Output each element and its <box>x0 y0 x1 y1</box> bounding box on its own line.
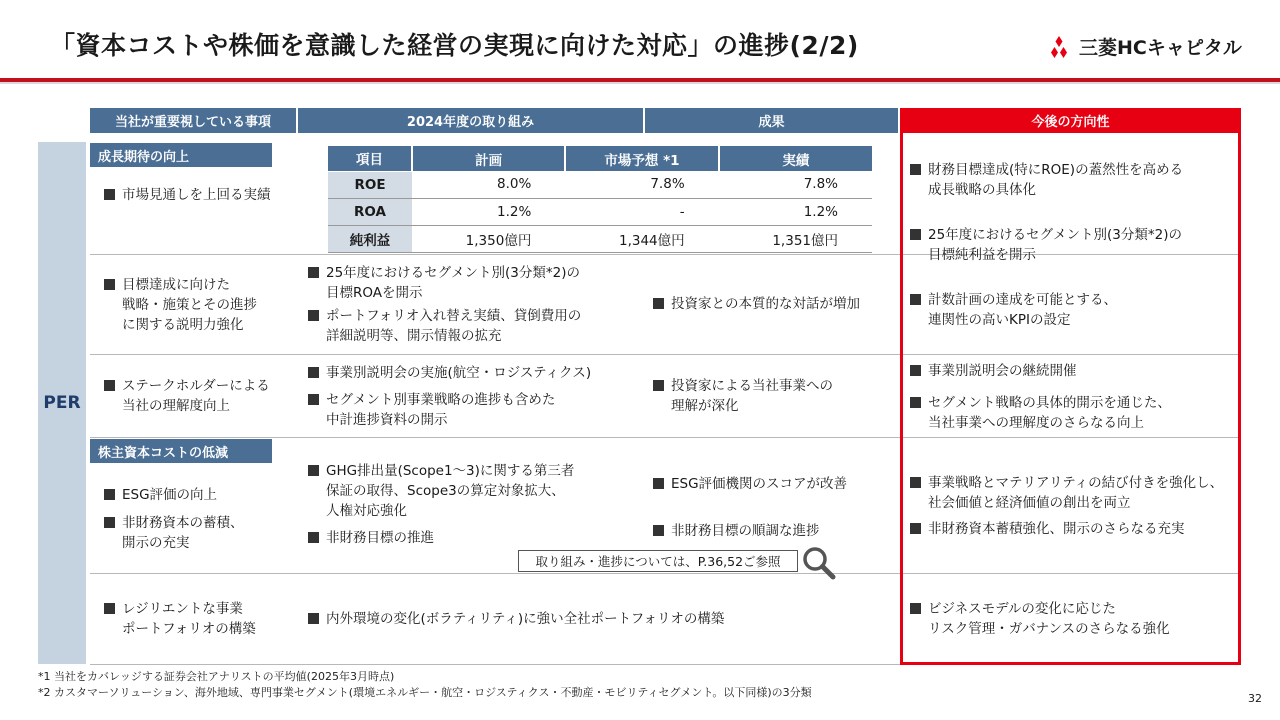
bullet-square-icon <box>308 267 319 278</box>
bullet-square-icon <box>653 525 664 536</box>
action-item: 内外環境の変化(ボラティリティ)に強い全社ポートフォリオの構築 <box>308 609 724 629</box>
bullet-square-icon <box>104 517 115 528</box>
bullet-square-icon <box>910 477 921 488</box>
per-label: PER <box>38 142 86 664</box>
result-item: 非財務目標の順調な進捗 <box>653 521 820 541</box>
bullet-square-icon <box>104 489 115 500</box>
reference-note: 取り組み・進捗については、P.36,52ご参照 <box>518 550 798 572</box>
focus-item: ステークホルダーによる 当社の理解度向上 <box>104 376 270 416</box>
future-item: 計数計画の達成を可能とする、 連関性の高いKPIの設定 <box>910 290 1117 330</box>
kpi-row-roe: ROE 8.0% 7.8% 7.8% <box>328 171 872 198</box>
kpi-row-net-income: 純利益 1,350億円 1,344億円 1,351億円 <box>328 225 872 252</box>
kpi-header-consensus: 市場予想 *1 <box>565 146 718 171</box>
focus-item: ESG評価の向上 <box>104 485 217 505</box>
header-results: 成果 <box>645 108 898 133</box>
focus-item: 非財務資本の蓄積、 開示の充実 <box>104 513 244 553</box>
future-item: 非財務資本蓄積強化、開示のさらなる充実 <box>910 519 1185 539</box>
bullet-square-icon <box>308 394 319 405</box>
action-item: ポートフォリオ入れ替え実績、貸倒費用の 詳細説明等、開示情報の拡充 <box>308 306 581 346</box>
bullet-square-icon <box>308 310 319 321</box>
page-number: 32 <box>1248 692 1262 705</box>
company-logo <box>1046 33 1242 60</box>
action-item: 事業別説明会の実施(航空・ロジスティクス) <box>308 363 591 383</box>
future-item: 事業別説明会の継続開催 <box>910 361 1077 381</box>
bullet-square-icon <box>653 298 664 309</box>
focus-item: レジリエントな事業 ポートフォリオの構築 <box>104 599 256 639</box>
bullet-square-icon <box>104 279 115 290</box>
bullet-square-icon <box>910 294 921 305</box>
three-diamonds-logo-icon <box>1046 36 1072 58</box>
result-item: ESG評価機関のスコアが改善 <box>653 474 847 494</box>
section-cost-tag: 株主資本コストの低減 <box>90 439 272 463</box>
bullet-square-icon <box>910 365 921 376</box>
bullet-square-icon <box>910 603 921 614</box>
bullet-square-icon <box>910 397 921 408</box>
header-rule-shadow <box>0 82 1280 84</box>
page-title: 「資本コストや株価を意識した経営の実現に向けた対応」の進捗(2/2) <box>50 31 859 60</box>
bullet-square-icon <box>308 613 319 624</box>
magnifier-icon <box>800 544 838 582</box>
bullet-square-icon <box>653 380 664 391</box>
bullet-square-icon <box>653 478 664 489</box>
bullet-square-icon <box>910 523 921 534</box>
future-item: ビジネスモデルの変化に応じた リスク管理・ガバナンスのさらなる強化 <box>910 599 1170 639</box>
bullet-square-icon <box>308 532 319 543</box>
future-item: 25年度におけるセグメント別(3分類*2)の 目標純利益を開示 <box>910 225 1182 265</box>
header-future: 今後の方向性 <box>900 108 1241 133</box>
action-item: GHG排出量(Scope1〜3)に関する第三者 保証の取得、Scope3の算定対象拡大、 人権対応強化 <box>308 461 574 521</box>
header-actions: 2024年度の取り組み <box>298 108 643 133</box>
bullet-square-icon <box>308 367 319 378</box>
bullet-square-icon <box>104 603 115 614</box>
bullet-square-icon <box>104 189 115 200</box>
logo-text: 三菱HCキャピタル <box>1079 37 1242 59</box>
future-item: セグメント戦略の具体的開示を通じた、 当社事業への理解度のさらなる向上 <box>910 393 1171 433</box>
action-item: セグメント別事業戦略の進捗も含めた 中計進捗資料の開示 <box>308 390 555 430</box>
bullet-square-icon <box>308 465 319 476</box>
future-item: 事業戦略とマテリアリティの結び付きを強化し、 社会価値と経済価値の創出を両立 <box>910 473 1223 513</box>
section-growth-tag: 成長期待の向上 <box>90 143 272 167</box>
kpi-table <box>328 146 872 253</box>
kpi-header-actual: 実績 <box>719 146 872 171</box>
header-focus: 当社が重要視している事項 <box>90 108 296 133</box>
kpi-row-roa: ROA 1.2% - 1.2% <box>328 198 872 225</box>
result-item: 投資家による当社事業への 理解が深化 <box>653 376 833 416</box>
footnote-2: *2 カスタマーソリューション、海外地域、専門事業セグメント(環境エネルギー・航空・ロジスティクス・不動産・モビリティセグメント。以下同様)の3分類 <box>38 686 812 699</box>
bullet-square-icon <box>104 380 115 391</box>
action-item: 25年度におけるセグメント別(3分類*2)の 目標ROAを開示 <box>308 263 580 303</box>
future-item: 財務目標達成(特にROE)の蓋然性を高める 成長戦略の具体化 <box>910 160 1183 200</box>
kpi-header-item: 項目 <box>328 146 412 171</box>
focus-item: 目標達成に向けた 戦略・施策とその進捗 に関する説明力強化 <box>104 275 257 335</box>
focus-item: 市場見通しを上回る実績 <box>104 185 271 205</box>
action-item: 非財務目標の推進 <box>308 528 434 548</box>
bullet-square-icon <box>910 164 921 175</box>
kpi-header-plan: 計画 <box>412 146 565 171</box>
footnote-1: *1 当社をカバレッジする証券会社アナリストの平均値(2025年3月時点) <box>38 670 395 683</box>
result-item: 投資家との本質的な対話が増加 <box>653 294 860 314</box>
bullet-square-icon <box>910 229 921 240</box>
